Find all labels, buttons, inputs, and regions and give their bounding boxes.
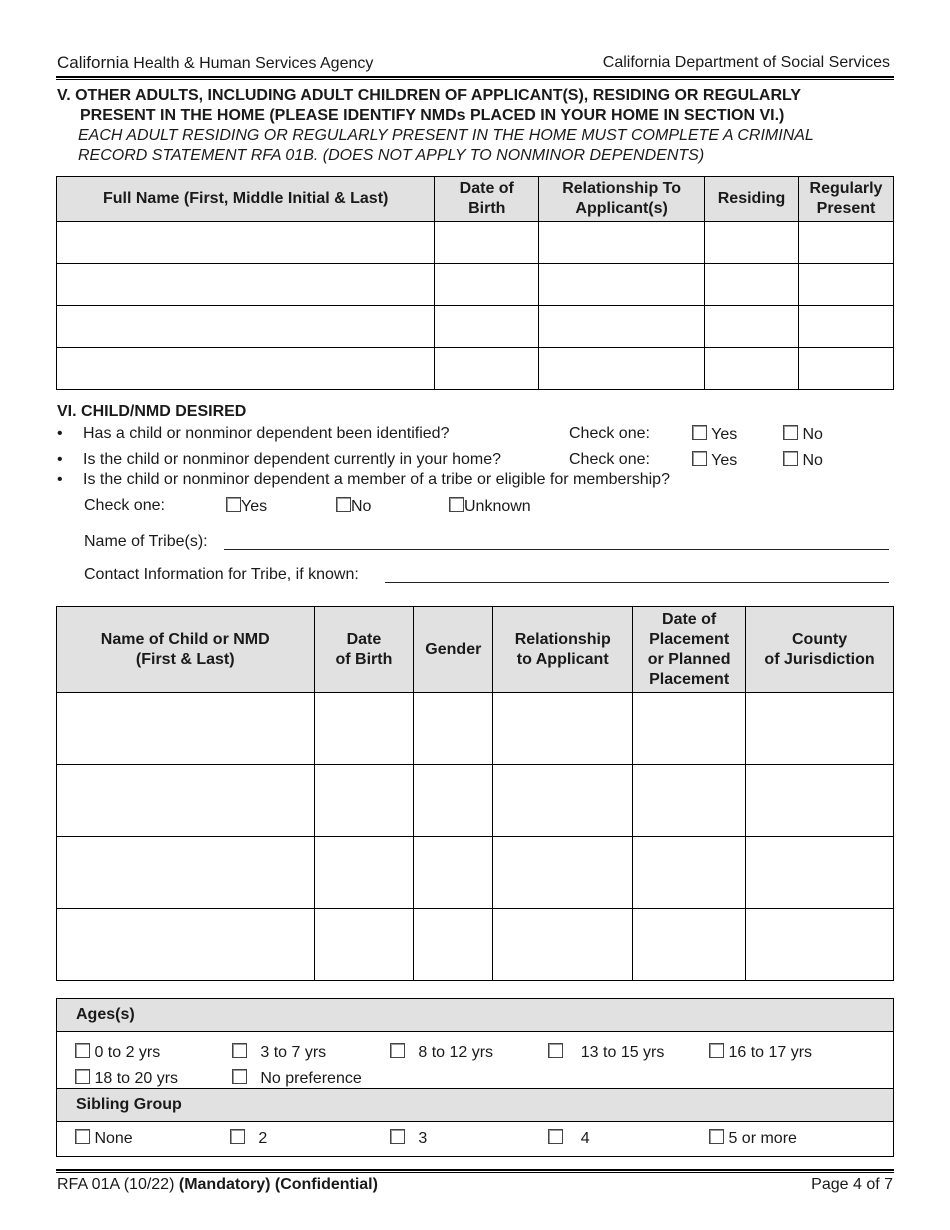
ages-heading: Ages(s) — [57, 999, 894, 1032]
table-row — [57, 693, 894, 765]
ages-options — [57, 1032, 894, 1089]
checkbox[interactable] — [390, 1043, 405, 1058]
age-option[interactable]: 18 to 20 yrs — [75, 1069, 178, 1088]
placement-date-cell[interactable] — [633, 765, 746, 837]
checkbox[interactable] — [783, 425, 798, 440]
preferences-table — [56, 998, 894, 1157]
child-dob-cell[interactable] — [314, 909, 414, 981]
gender-cell[interactable] — [414, 693, 493, 765]
checkbox[interactable] — [75, 1043, 90, 1058]
form-id: RFA 01A (10/22) (Mandatory) (Confidential) — [57, 1176, 378, 1193]
placement-date-cell[interactable] — [633, 693, 746, 765]
section-6-heading: VI. CHILD/NMD DESIRED — [57, 403, 247, 420]
table-row — [57, 264, 894, 306]
relationship-cell[interactable] — [539, 264, 705, 306]
county-cell[interactable] — [746, 765, 894, 837]
other-adults-table — [56, 176, 894, 390]
department-name: California Department of Social Services — [602, 54, 890, 71]
residing-cell[interactable] — [705, 264, 799, 306]
col-gender: Gender — [414, 607, 493, 693]
dob-cell[interactable] — [435, 222, 539, 264]
child-name-cell[interactable] — [57, 909, 315, 981]
checkbox[interactable] — [232, 1043, 247, 1058]
gender-cell[interactable] — [414, 765, 493, 837]
county-cell[interactable] — [746, 693, 894, 765]
checkbox[interactable] — [709, 1043, 724, 1058]
footer-divider-thin — [56, 1172, 894, 1173]
dob-cell[interactable] — [435, 264, 539, 306]
dob-cell[interactable] — [435, 306, 539, 348]
col-date-of-birth: Date of Birth — [435, 177, 539, 222]
col-relationship-to-applicant: Relationship to Applicant — [493, 607, 633, 693]
sibling-option[interactable]: 3 — [390, 1129, 427, 1148]
child-table — [56, 606, 894, 981]
child-dob-cell[interactable] — [314, 837, 414, 909]
checkbox[interactable] — [230, 1129, 245, 1144]
child-name-cell[interactable] — [57, 837, 315, 909]
table-row — [57, 222, 894, 264]
relationship-cell[interactable] — [493, 765, 633, 837]
question-in-home: • Is the child or nonminor dependent currently in your home? — [57, 451, 502, 468]
section-5-heading: V. OTHER ADULTS, INCLUDING ADULT CHILDREN OF APPLICANT(S), RESIDING OR REGULARLY PRESENT IN THE HOME (PLEASE IDENTIFY NMDs PLACED IN YOUR HOME IN SECTION VI.) EACH ADULT RESIDING OR REGULARLY PRESENT IN THE HOME MUST COMPLETE A CRIMINAL RECORD STATEMENT RFA 01B. (DOES NOT APPLY TO NONMINOR DEPENDENTS) — [57, 87, 814, 164]
tribe-no-option[interactable]: No — [336, 497, 371, 516]
relationship-cell[interactable] — [539, 222, 705, 264]
sibling-option[interactable]: 4 — [548, 1129, 590, 1148]
checkbox[interactable] — [709, 1129, 724, 1144]
identified-yes-option[interactable]: Yes — [692, 425, 737, 444]
age-option[interactable]: 0 to 2 yrs — [75, 1043, 160, 1062]
checkbox[interactable] — [336, 497, 351, 512]
regularly-present-cell[interactable] — [799, 222, 894, 264]
tribe-name-label: Name of Tribe(s): — [84, 533, 208, 550]
relationship-cell[interactable] — [539, 306, 705, 348]
relationship-cell[interactable] — [493, 909, 633, 981]
checkbox[interactable] — [232, 1069, 247, 1084]
in-home-yes-option[interactable]: Yes — [692, 451, 737, 470]
sibling-option[interactable]: 5 or more — [709, 1129, 797, 1148]
col-full-name: Full Name (First, Middle Initial & Last) — [57, 177, 435, 222]
relationship-cell[interactable] — [493, 837, 633, 909]
agency-name: California Health & Human Services Agency — [57, 53, 374, 72]
table-row — [57, 765, 894, 837]
sibling-heading: Sibling Group — [57, 1089, 894, 1122]
sibling-option[interactable]: 2 — [230, 1129, 267, 1148]
regularly-present-cell[interactable] — [799, 306, 894, 348]
table-row — [57, 348, 894, 390]
tribe-contact-field[interactable] — [385, 568, 889, 583]
col-child-name: Name of Child or NMD (First & Last) — [57, 607, 315, 693]
checkbox[interactable] — [226, 497, 241, 512]
checkbox[interactable] — [390, 1129, 405, 1144]
footer-divider — [56, 1169, 894, 1171]
check-one-label: Check one: — [569, 451, 650, 468]
child-name-cell[interactable] — [57, 765, 315, 837]
sibling-option[interactable]: None — [75, 1129, 133, 1148]
col-placement-date: Date of Placement or Planned Placement — [633, 607, 746, 693]
checkbox[interactable] — [783, 451, 798, 466]
child-dob-cell[interactable] — [314, 765, 414, 837]
residing-cell[interactable] — [705, 348, 799, 390]
table-row — [57, 837, 894, 909]
relationship-cell[interactable] — [493, 693, 633, 765]
checkbox[interactable] — [548, 1129, 563, 1144]
question-identified: • Has a child or nonminor dependent been identified? — [57, 425, 450, 442]
tribe-yes-option[interactable]: Yes — [226, 497, 267, 516]
county-cell[interactable] — [746, 909, 894, 981]
tribe-unknown-option[interactable]: Unknown — [449, 497, 531, 516]
age-option[interactable]: 13 to 15 yrs — [548, 1043, 664, 1062]
checkbox[interactable] — [548, 1043, 563, 1058]
relationship-cell[interactable] — [539, 348, 705, 390]
residing-cell[interactable] — [705, 222, 799, 264]
checkbox[interactable] — [75, 1069, 90, 1084]
check-one-label: Check one: — [569, 425, 650, 442]
question-tribe: • Is the child or nonminor dependent a member of a tribe or eligible for membership? — [57, 471, 670, 488]
dob-cell[interactable] — [435, 348, 539, 390]
checkbox[interactable] — [692, 425, 707, 440]
col-regularly-present: Regularly Present — [799, 177, 894, 222]
age-option[interactable]: 8 to 12 yrs — [390, 1043, 493, 1062]
county-cell[interactable] — [746, 837, 894, 909]
col-residing: Residing — [705, 177, 799, 222]
gender-cell[interactable] — [414, 909, 493, 981]
residing-cell[interactable] — [705, 306, 799, 348]
name-cell[interactable] — [57, 264, 435, 306]
placement-date-cell[interactable] — [633, 909, 746, 981]
placement-date-cell[interactable] — [633, 837, 746, 909]
age-option[interactable]: 3 to 7 yrs — [232, 1043, 326, 1062]
regularly-present-cell[interactable] — [799, 348, 894, 390]
age-option[interactable]: 16 to 17 yrs — [709, 1043, 812, 1062]
header-divider — [56, 76, 894, 78]
age-option[interactable]: No preference — [232, 1069, 362, 1088]
header-divider-thin — [56, 79, 894, 80]
page-number: Page 4 of 7 — [811, 1176, 893, 1193]
in-home-no-option[interactable]: No — [783, 451, 823, 470]
name-cell[interactable] — [57, 306, 435, 348]
child-name-cell[interactable] — [57, 693, 315, 765]
gender-cell[interactable] — [414, 837, 493, 909]
tribe-name-field[interactable] — [224, 535, 889, 550]
check-one-label: Check one: — [84, 497, 165, 514]
name-cell[interactable] — [57, 222, 435, 264]
table-row — [57, 909, 894, 981]
col-relationship: Relationship To Applicant(s) — [539, 177, 705, 222]
regularly-present-cell[interactable] — [799, 264, 894, 306]
checkbox[interactable] — [75, 1129, 90, 1144]
name-cell[interactable] — [57, 348, 435, 390]
identified-no-option[interactable]: No — [783, 425, 823, 444]
checkbox[interactable] — [449, 497, 464, 512]
tribe-contact-label: Contact Information for Tribe, if known: — [84, 566, 359, 583]
sibling-options — [57, 1122, 894, 1157]
col-child-dob: Date of Birth — [314, 607, 414, 693]
child-dob-cell[interactable] — [314, 693, 414, 765]
col-county: County of Jurisdiction — [746, 607, 894, 693]
table-row — [57, 306, 894, 348]
checkbox[interactable] — [692, 451, 707, 466]
